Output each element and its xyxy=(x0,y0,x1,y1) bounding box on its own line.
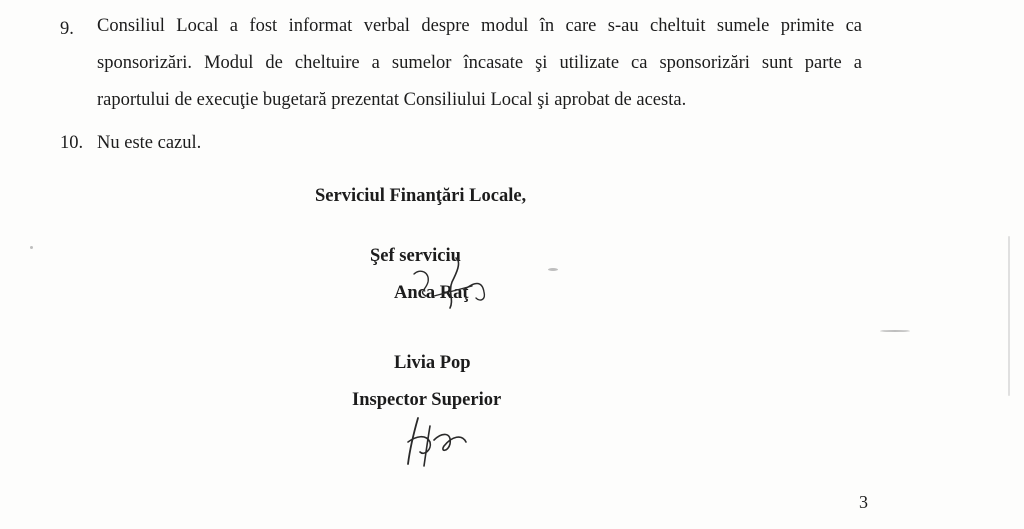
list-item-line: raportului de execuţie bugetară prezentat Consiliului Local şi aprobat de acesta. xyxy=(97,90,687,110)
list-item-number: 10. xyxy=(60,133,84,153)
list-item-line: Consiliul Local a fost informat verbal despre modul în care s-au cheltuit sumele primite ca xyxy=(97,16,862,36)
head-title: Şef serviciu xyxy=(370,246,461,266)
inspector-name: Livia Pop xyxy=(394,353,471,373)
department-name: Serviciul Finanţări Locale, xyxy=(315,186,527,206)
scan-speck xyxy=(548,268,558,271)
scan-speck xyxy=(880,330,910,332)
list-item-line: Nu este cazul. xyxy=(97,133,202,153)
page-number: 3 xyxy=(859,492,868,512)
list-item-line: sponsorizări. Modul de cheltuire a sumelor încasate şi utilizate ca sponsorizări sunt parte a xyxy=(97,53,862,73)
head-name: Anca Raţ xyxy=(394,283,469,303)
inspector-title: Inspector Superior xyxy=(352,390,502,410)
scan-speck xyxy=(30,246,33,249)
list-item-number: 9. xyxy=(60,19,74,39)
scan-speck xyxy=(1008,236,1010,396)
signature-head xyxy=(404,252,494,312)
signature-inspector xyxy=(404,412,484,472)
